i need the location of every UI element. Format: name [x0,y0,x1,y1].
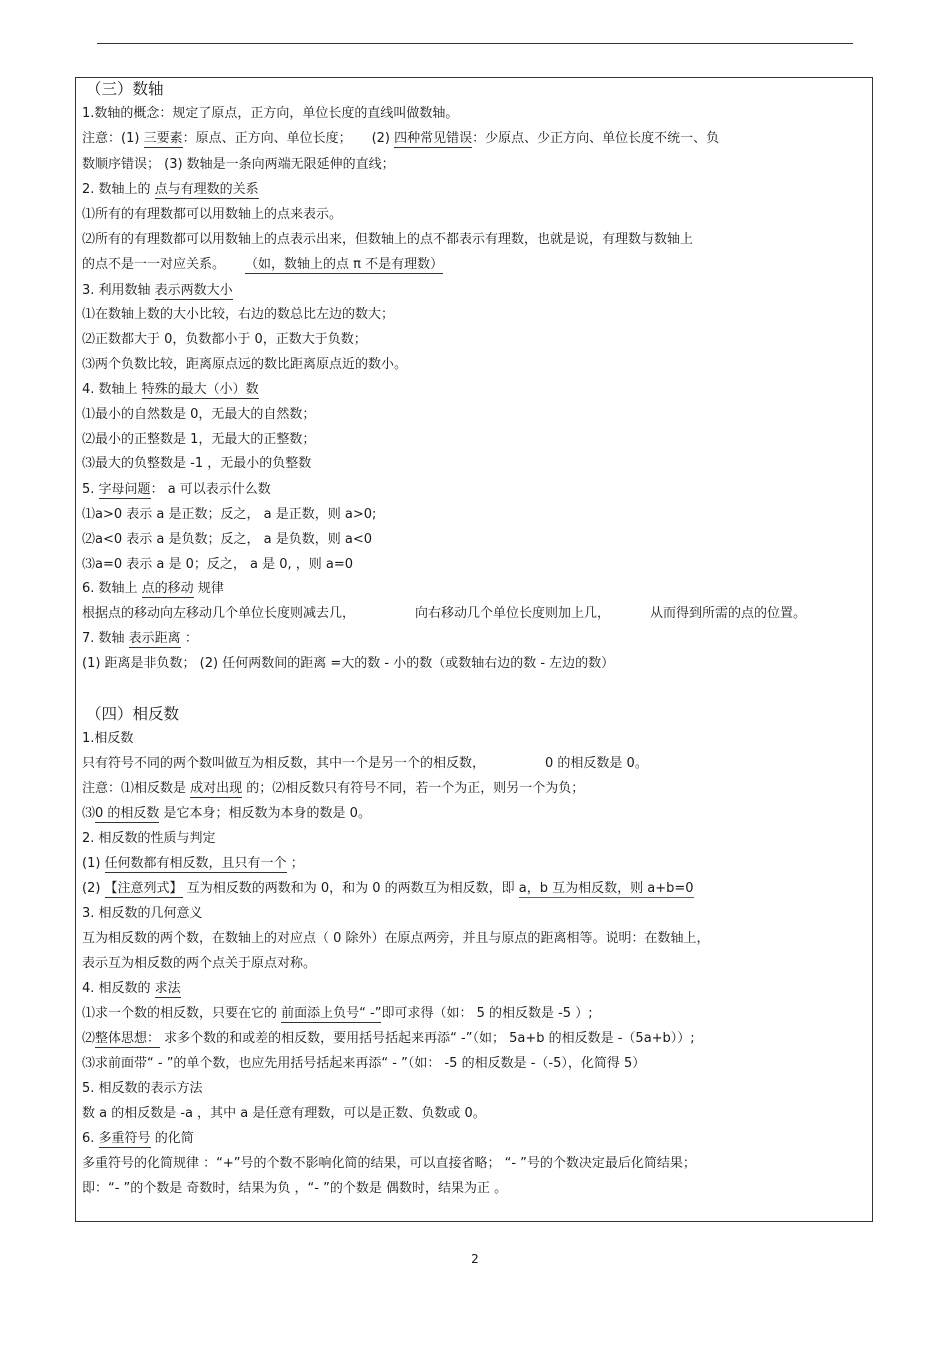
s3-line-19: ⑶a=0 表示 a 是 0；反之， a 是 0, ，则 a=0 [82,557,354,572]
s4-line-13: ⑵整体思想： 求多个数的和或差的相反数，要用括号括起来再添“ -”（如； 5a+b 的相反数是 -（5a+b））; [82,1031,695,1046]
s3-line-17: ⑴a>0 表示 a 是正数；反之， a 是正数，则 a>0; [82,507,377,522]
s4-line-1: 1.相反数 [82,731,134,746]
s4-line-10: 表示互为相反数的两个点关于原点对称。 [82,956,317,971]
s4-line-3: 注意：⑴相反数是 成对出现 的；⑵相反数只有符号不同，若一个为正，则另一个为负； [82,781,585,796]
s4-line-14: ⑶求前面带“ - ”的单个数，也应先用括号括起来再添“ - ”（如： -5 的相反数是 -（-5），化简得 5） [82,1056,646,1071]
s4-line-18: 多重符号的化简规律 ：“+”号的个数不影响化简的结果，可以直接省略； “- ”号的个数决定最后化简结果； [82,1156,696,1171]
s3-line-6: ⑵所有的有理数都可以用数轴上的点表示出来，但数轴上的点不都表示有理数，也就是说，有理数与数轴上 [82,232,694,247]
s3-line-13: ⑴最小的自然数是 0，无最大的自然数； [82,407,316,422]
s3-line-14: ⑵最小的正整数是 1，无最大的正整数； [82,432,316,447]
s4-line-4: ⑶0 的相反数 是它本身；相反数为本身的数是 0。 [82,806,371,821]
section-4-title: （四）相反数 [86,705,180,723]
s4-line-9: 互为相反数的两个数，在数轴上的对应点（ 0 除外）在原点两旁，并且与原点的距离相等。说明：在数轴上， [82,931,710,946]
s4-line-19: 即：“- ”的个数是 奇数时，结果为负 ，“- ”的个数是 偶数时，结果为正 。 [82,1181,508,1196]
s3-line-11: ⑶两个负数比较，距离原点远的数比距离原点近的数小。 [82,357,408,372]
s3-line-18: ⑵a<0 表示 a 是负数；反之， a 是负数，则 a<0 [82,532,372,547]
s3-line-9: ⑴在数轴上数的大小比较，右边的数总比左边的数大； [82,307,395,322]
s4-line-12: ⑴求一个数的相反数，只要在它的 前面添上负号“ -”即可求得（如： 5 的相反数是 -5 ）; [82,1006,593,1021]
s3-line-4: 2. 数轴上的 点与有理数的关系 [82,182,259,197]
s3-line-22: 7. 数轴 表示距离 ： [82,631,198,646]
s3-line-8: 3. 利用数轴 表示两数大小 [82,283,233,298]
s3-line-1: 1.数轴的概念：规定了原点，正方向，单位长度的直线叫做数轴。 [82,106,459,121]
s3-line-2: 注意：(1) 三要素：原点、正方向、单位长度； (2) 四种常见错误：少原点、少正方向、单位长度不统一、负 [82,131,720,146]
section-3-title: （三）数轴 [86,80,164,98]
s3-line-12: 4. 数轴上 特殊的最大（小）数 [82,382,259,397]
s3-line-20: 6. 数轴上 点的移动 规律 [82,581,224,596]
s3-line-16: 5. 字母问题： a 可以表示什么数 [82,482,271,497]
s3-line-5: ⑴所有的有理数都可以用数轴上的点来表示。 [82,207,343,222]
s3-line-23: (1) 距离是非负数； (2) 任何两数间的距离 =大的数 - 小的数（或数轴右边的数 - 左边的数） [82,656,615,671]
header-rule [97,43,853,44]
s4-line-5: 2. 相反数的性质与判定 [82,831,216,846]
s4-line-15: 5. 相反数的表示方法 [82,1081,203,1096]
s4-line-2: 只有符号不同的两个数叫做互为相反数，其中一个是另一个的相反数， 0 的相反数是 0。 [82,756,648,771]
s3-line-7: 的点不是一一对应关系。 （如，数轴上的点 π 不是有理数） [82,257,444,272]
page-number: 2 [471,1252,479,1266]
s4-line-11: 4. 相反数的 求法 [82,981,181,996]
s4-line-17: 6. 多重符号 的化简 [82,1131,194,1146]
s4-line-6: (1) 任何数都有相反数，且只有一个 ； [82,856,304,871]
s3-line-15: ⑶最大的负整数是 -1 ，无最小的负整数 [82,456,312,471]
s4-line-8: 3. 相反数的几何意义 [82,906,203,921]
s4-line-7: (2) 【注意列式】 互为相反数的两数和为 0，和为 0 的两数互为相反数，即 a，b 互为相反数，则 a+b=0 [82,881,694,896]
s3-line-3: 数顺序错误； (3) 数轴是一条向两端无限延伸的直线； [82,157,395,172]
s3-line-21: 根据点的移动向左移动几个单位长度则减去几， 向右移动几个单位长度则加上几， 从而得到所需的点的位置。 [82,606,807,621]
s3-line-10: ⑵正数都大于 0，负数都小于 0，正数大于负数； [82,332,367,347]
s4-line-16: 数 a 的相反数是 -a ，其中 a 是任意有理数，可以是正数、负数或 0。 [82,1106,486,1121]
